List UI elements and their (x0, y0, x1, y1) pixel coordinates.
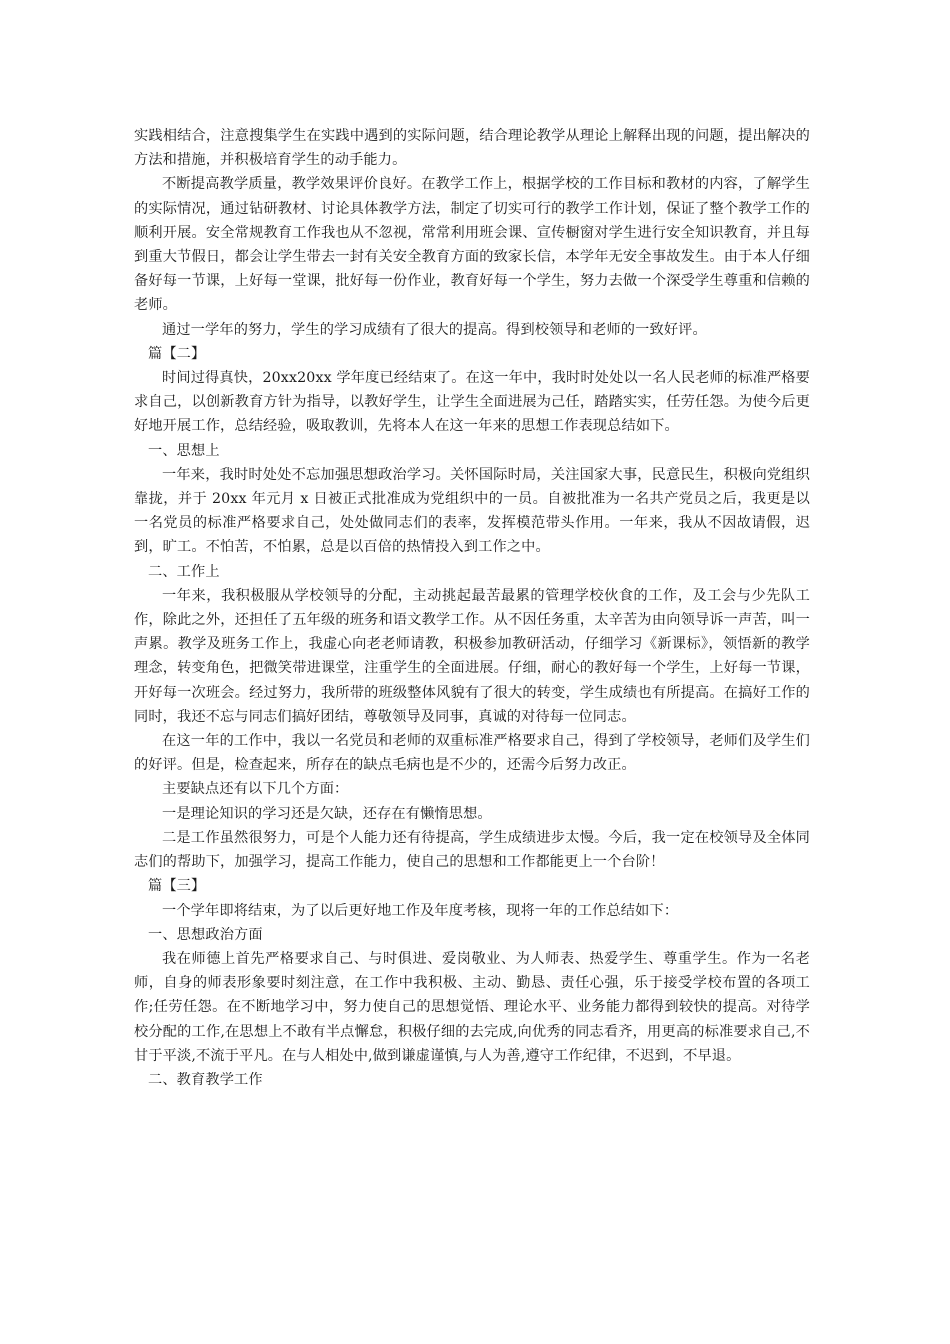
paragraph-political: 我在师德上首先严格要求自己、与时俱进、爱岗敬业、为人师表、热爱学生、尊重学生。作为一名老师，自身的师表形象要时刻注意，在工作中我积极、主动、勤恳、责任心强，乐于接受学校布置的各项工作;任劳任怨。在不断地学习中，努力使自己的思想觉悟、理论水平、业务能力都得到较快的提高。对待学校分配的工作,在思想上不敢有半点懈怠，积极仔细的去完成,向优秀的同志看齐，用更高的标准要求自己,不甘于平淡,不流于平凡。在与人相处中,做到谦虚谨慎,与人为善,遵守工作纪律，不迟到，不早退。 (134, 950, 810, 1064)
subheading-teaching: 二、教育教学工作 (148, 1071, 263, 1088)
paragraph-thought: 一年来，我时时处处不忘加强思想政治学习。关怀国际时局，关注国家大事，民意民生，积极向党组织靠拢，并于 20xx 年元月 x 日被正式批准成为党组织中的一员。自被批准为一名共产党员之后，我更是以一名党员的标准严格要求自己，处处做同志们的表率，发挥模范带头作用。一年来，我从不因故请假，迟到，旷工。不怕苦，不怕累，总是以百倍的热情投入到工作之中。 (134, 466, 810, 556)
subheading-thought: 一、思想上 (148, 442, 220, 459)
subheading-political: 一、思想政治方面 (148, 926, 263, 943)
paragraph-shortcoming-1: 一是理论知识的学习还是欠缺，还存在有懒惰思想。 (162, 805, 492, 822)
paragraph-evaluation: 在这一年的工作中，我以一名党员和老师的双重标准严格要求自己，得到了学校领导，老师们及学生们的好评。但是，检查起来，所存在的缺点毛病也是不少的，还需今后努力改正。 (134, 733, 810, 774)
paragraph-year-result: 通过一学年的努力，学生的学习成绩有了很大的提高。得到校领导和老师的一致好评。 (162, 321, 707, 338)
paragraph-continuation: 实践相结合，注意搜集学生在实践中遇到的实际问题，结合理论教学从理论上解释出现的问题，提出解决的方法和措施，并积极培育学生的动手能力。 (134, 128, 810, 169)
document-page (134, 124, 810, 1304)
section-heading-part-3: 篇【三】 (148, 878, 206, 895)
section-heading-part-2: 篇【二】 (148, 345, 206, 362)
paragraph-part-3-intro: 一个学年即将结束，为了以后更好地工作及年度考核，现将一年的工作总结如下： (162, 902, 679, 919)
paragraph-shortcomings-intro: 主要缺点还有以下几个方面： (162, 781, 349, 798)
paragraph-teaching-quality: 不断提高教学质量，教学效果评价良好。在教学工作上，根据学校的工作目标和教材的内容，了解学生的实际情况，通过钻研教材、讨论具体教学方法，制定了切实可行的教学工作计划，保证了整个教学工作的顺利开展。安全常规教育工作我也从不忽视，常常利用班会课、宣传橱窗对学生进行安全知识教育，并且每到重大节假日，都会让学生带去一封有关安全教育方面的致家长信，本学年无安全事故发生。由于本人仔细备好每一节课，上好每一堂课，批好每一份作业，教育好每一个学生，努力去做一个深受学生尊重和信赖的老师。 (134, 176, 810, 314)
paragraph-work: 一年来，我积极服从学校领导的分配，主动挑起最苦最累的管理学校伙食的工作，及工会与少先队工作，除此之外，还担任了五年级的班务和语文教学工作。从不因任务重，太辛苦为由向领导诉一声苦，叫一声累。教学及班务工作上，我虚心向老老师请教，积极参加教研活动，仔细学习《新课标》，领悟新的教学理念，转变角色，把微笑带进课堂，注重学生的全面进展。仔细，耐心的教好每一个学生，上好每一节课，开好每一次班会。经过努力，我所带的班级整体风貌有了很大的转变，学生成绩也有所提高。在搞好工作的同时，我还不忘与同志们搞好团结，尊敬领导及同事，真诚的对待每一位同志。 (134, 587, 810, 725)
subheading-work: 二、工作上 (148, 563, 220, 580)
paragraph-part-2-intro: 时间过得真快，20xx20xx 学年度已经结束了。在这一年中，我时时处处以一名人民老师的标准严格要求自己，以创新教育方针为指导，以教好学生，让学生全面进展为己任，踏踏实实，任劳任怨。为使今后更好地开展工作，总结经验，吸取教训，先将本人在这一年来的思想工作表现总结如下。 (134, 370, 810, 435)
paragraph-shortcoming-2: 二是工作虽然很努力，可是个人能力还有待提高，学生成绩进步太慢。今后，我一定在校领导及全体同志们的帮助下，加强学习，提高工作能力，使自己的思想和工作都能更上一个台阶！ (134, 829, 810, 871)
